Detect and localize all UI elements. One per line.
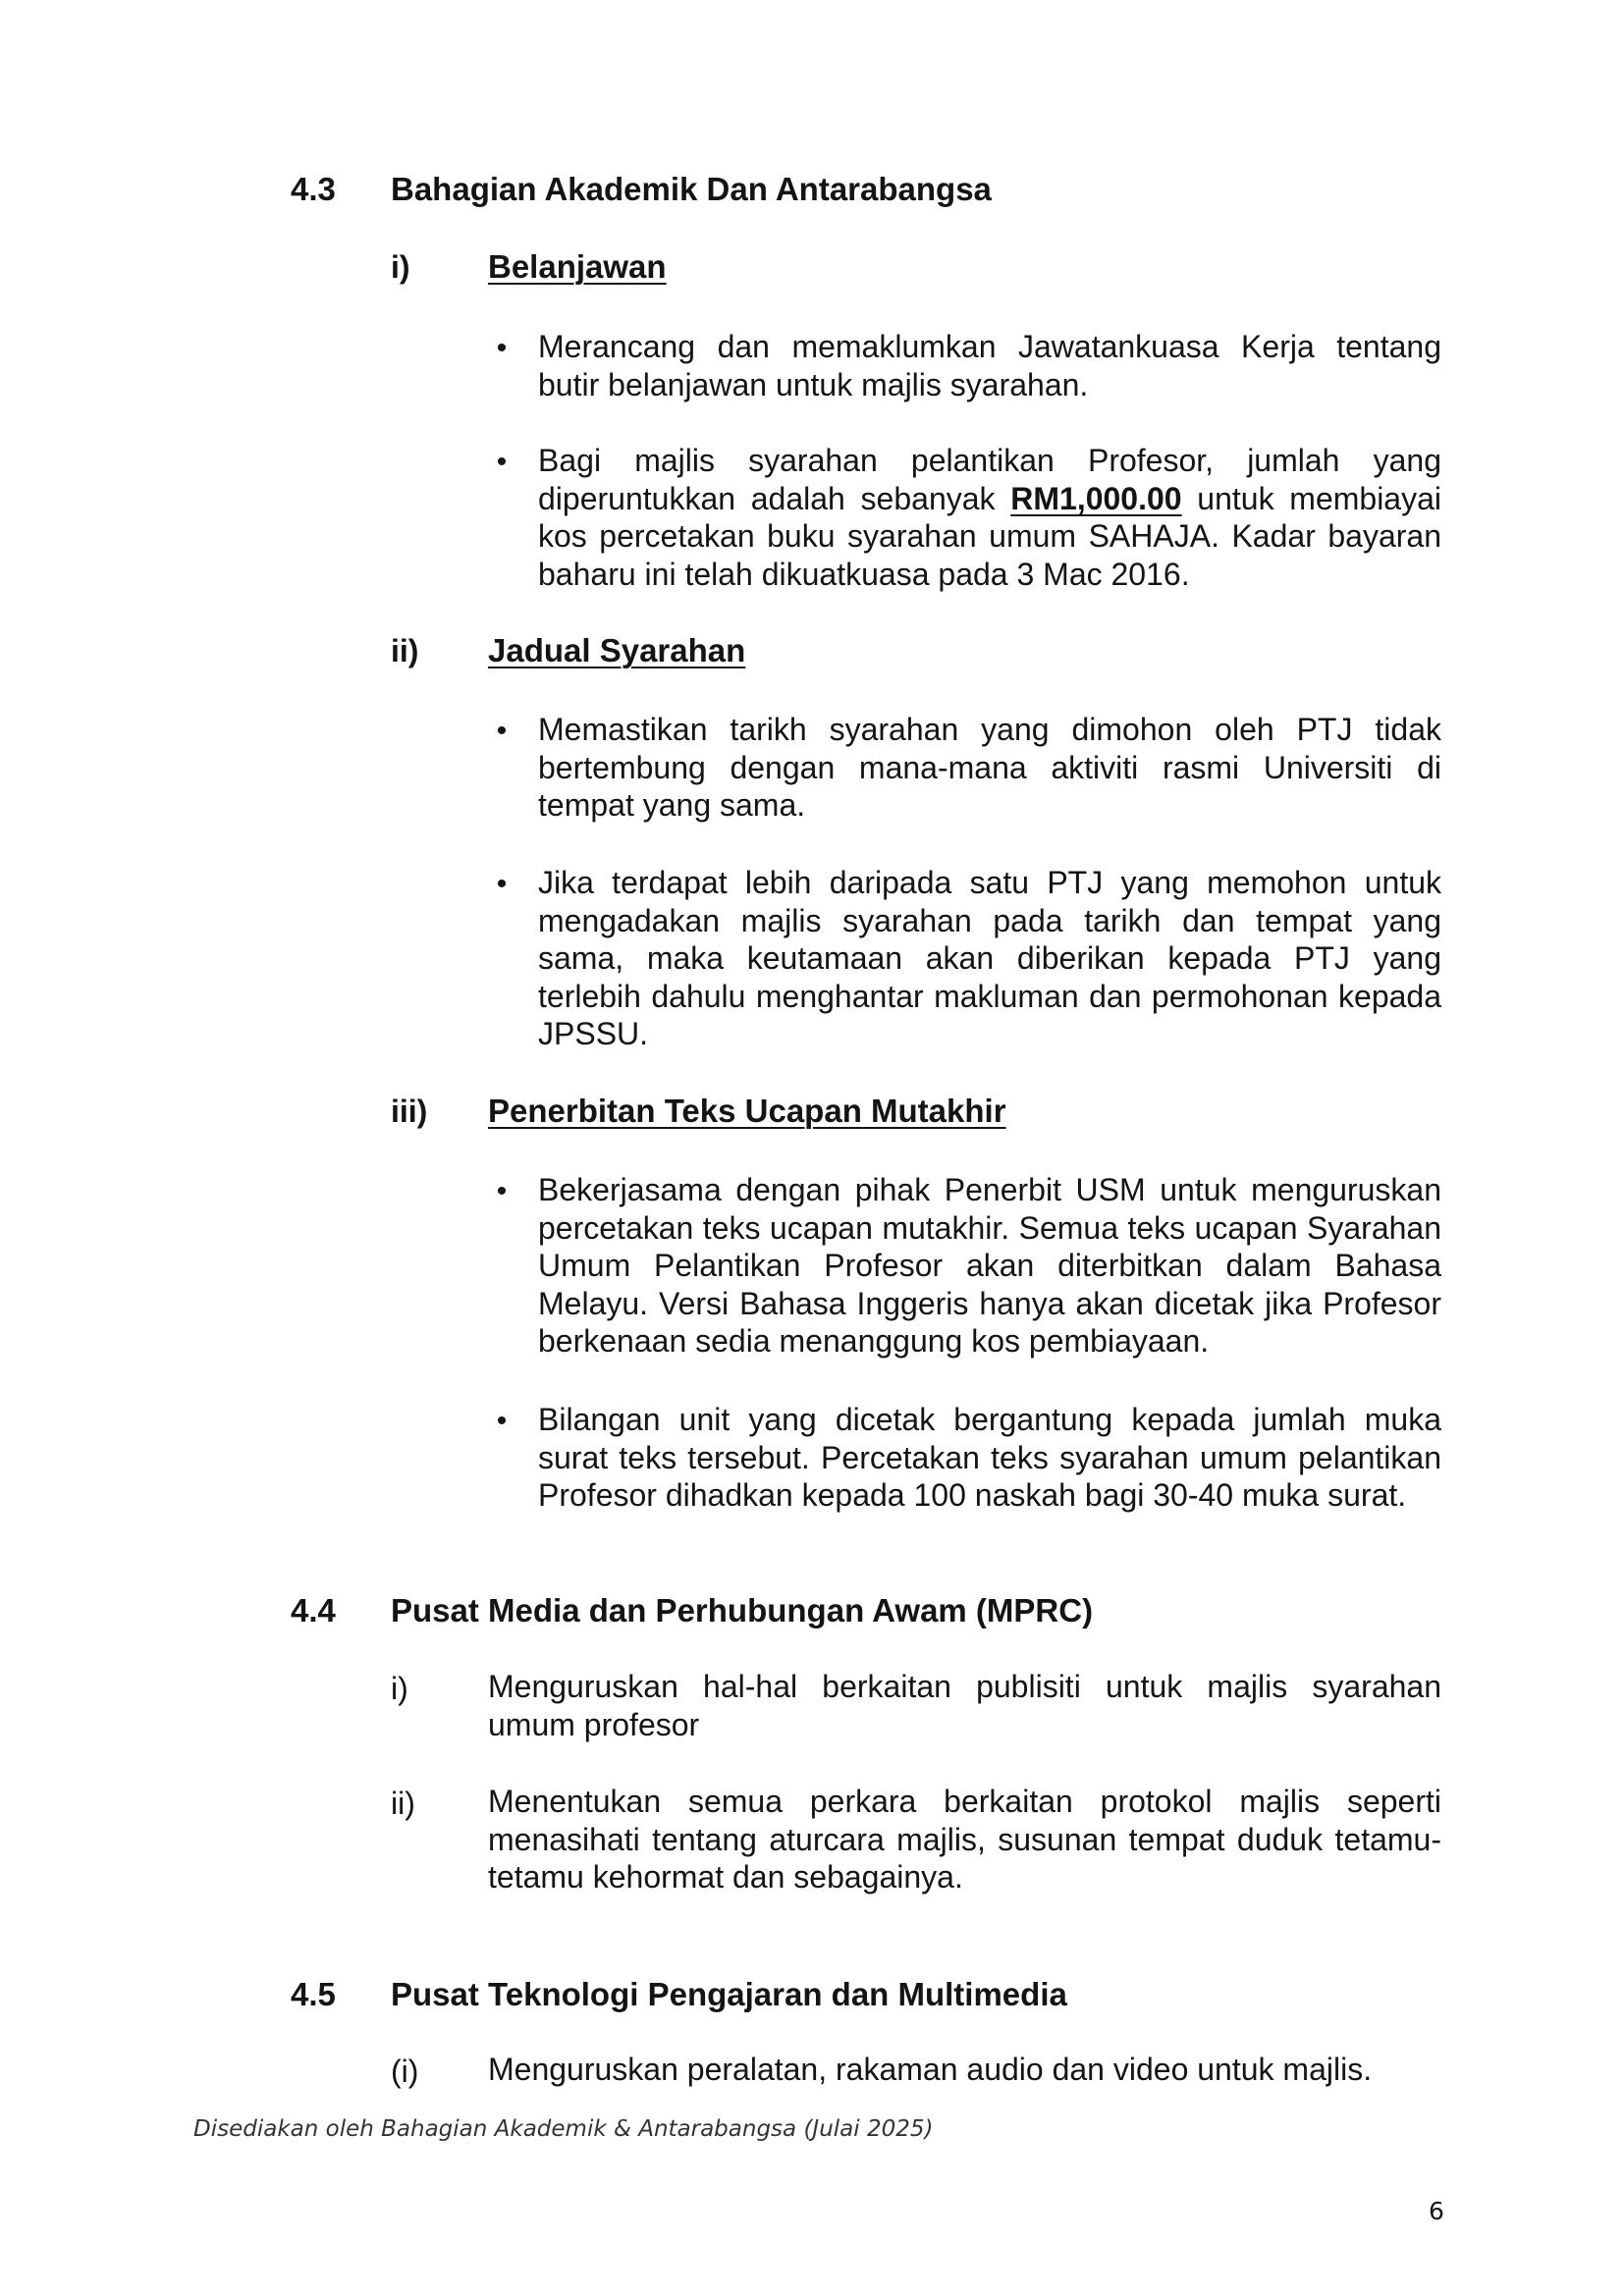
paragraph-text: untuk membiayai kos percetakan buku syarahan umum SAHAJA. Kadar bayaran baharu ini telah dikuatkuasa pada 3 Mac 2016. [538, 480, 1442, 592]
item-paragraph: Menentukan semua perkara berkaitan protokol majlis seperti menasihati tentang aturcara majlis, susunan tempat duduk tetamu-tetamu kehormat dan sebagainya. [488, 1784, 1441, 1895]
bullet-marker: • [496, 1405, 508, 1437]
subsection-title: Belanjawan [488, 248, 667, 285]
bullet-marker: • [496, 1175, 508, 1207]
bullet-paragraph: Memastikan tarikh syarahan yang dimohon oleh PTJ tidak bertembung dengan mana-mana aktiviti rasmi Universiti di tempat yang sama. [538, 712, 1441, 823]
section-title: Pusat Teknologi Pengajaran dan Multimedia [391, 1976, 1067, 2012]
bullet-marker: • [496, 715, 508, 747]
bullet-paragraph [538, 442, 1441, 593]
footer-text: Disediakan oleh Bahagian Akademik & Antarabangsa (Julai 2025) [193, 2116, 934, 2142]
section-title: Pusat Media dan Perhubungan Awam (MPRC) [391, 1592, 1094, 1629]
budget-amount: RM1,000.00 [1010, 480, 1182, 516]
page-number: 6 [1429, 2197, 1444, 2225]
subsection-number: ii) [391, 633, 419, 668]
section-number: 4.5 [291, 1976, 336, 2012]
subsection-title: Penerbitan Teks Ucapan Mutakhir [488, 1093, 1006, 1129]
bullet-paragraph: Merancang dan memaklumkan Jawatankuasa Kerja tentang butir belanjawan untuk majlis syarahan. [538, 329, 1441, 402]
item-paragraph: Menguruskan hal-hal berkaitan publisiti untuk majlis syarahan umum profesor [488, 1669, 1441, 1742]
bullet-paragraph: Jika terdapat lebih daripada satu PTJ yang memohon untuk mengadakan majlis syarahan pada tarikh dan tempat yang sama, maka keutamaan akan diberikan kepada PTJ yang terlebih dahulu menghantar makluman dan permohonan kepada JPSSU. [538, 865, 1441, 1051]
bullet-paragraph: Bekerjasama dengan pihak Penerbit USM untuk menguruskan percetakan teks ucapan mutakhir. Semua teks ucapan Syarahan Umum Pelantikan Profesor akan diterbitkan dalam Bahasa Melayu. Versi Bahasa Inggeris hanya akan dicetak jika Profesor berkenaan sedia menanggung kos pembiayaan. [538, 1172, 1441, 1359]
paragraph-text: Bagi majlis syarahan pelantikan Profesor, jumlah yang diperuntukkan adalah sebanyak [538, 443, 1441, 516]
section-number: 4.4 [291, 1592, 336, 1629]
bullet-marker: • [496, 868, 508, 900]
subsection-number: iii) [391, 1094, 428, 1129]
bullet-marker: • [496, 332, 508, 364]
subsection-number: i) [391, 249, 410, 285]
section-title: Bahagian Akademik Dan Antarabangsa [391, 171, 992, 207]
bullet-paragraph: Bilangan unit yang dicetak bergantung kepada jumlah muka surat teks tersebut. Percetakan teks syarahan umum pelantikan Profesor dihadkan kepada 100 naskah bagi 30-40 muka surat. [538, 1402, 1441, 1513]
item-number: ii) [391, 1786, 415, 1821]
bullet-marker: • [496, 446, 508, 478]
item-paragraph: Menguruskan peralatan, rakaman audio dan video untuk majlis. [488, 2052, 1373, 2087]
item-number: (i) [391, 2054, 419, 2089]
subsection-title: Jadual Syarahan [488, 632, 746, 668]
section-number: 4.3 [291, 171, 336, 207]
item-number: i) [391, 1671, 408, 1706]
